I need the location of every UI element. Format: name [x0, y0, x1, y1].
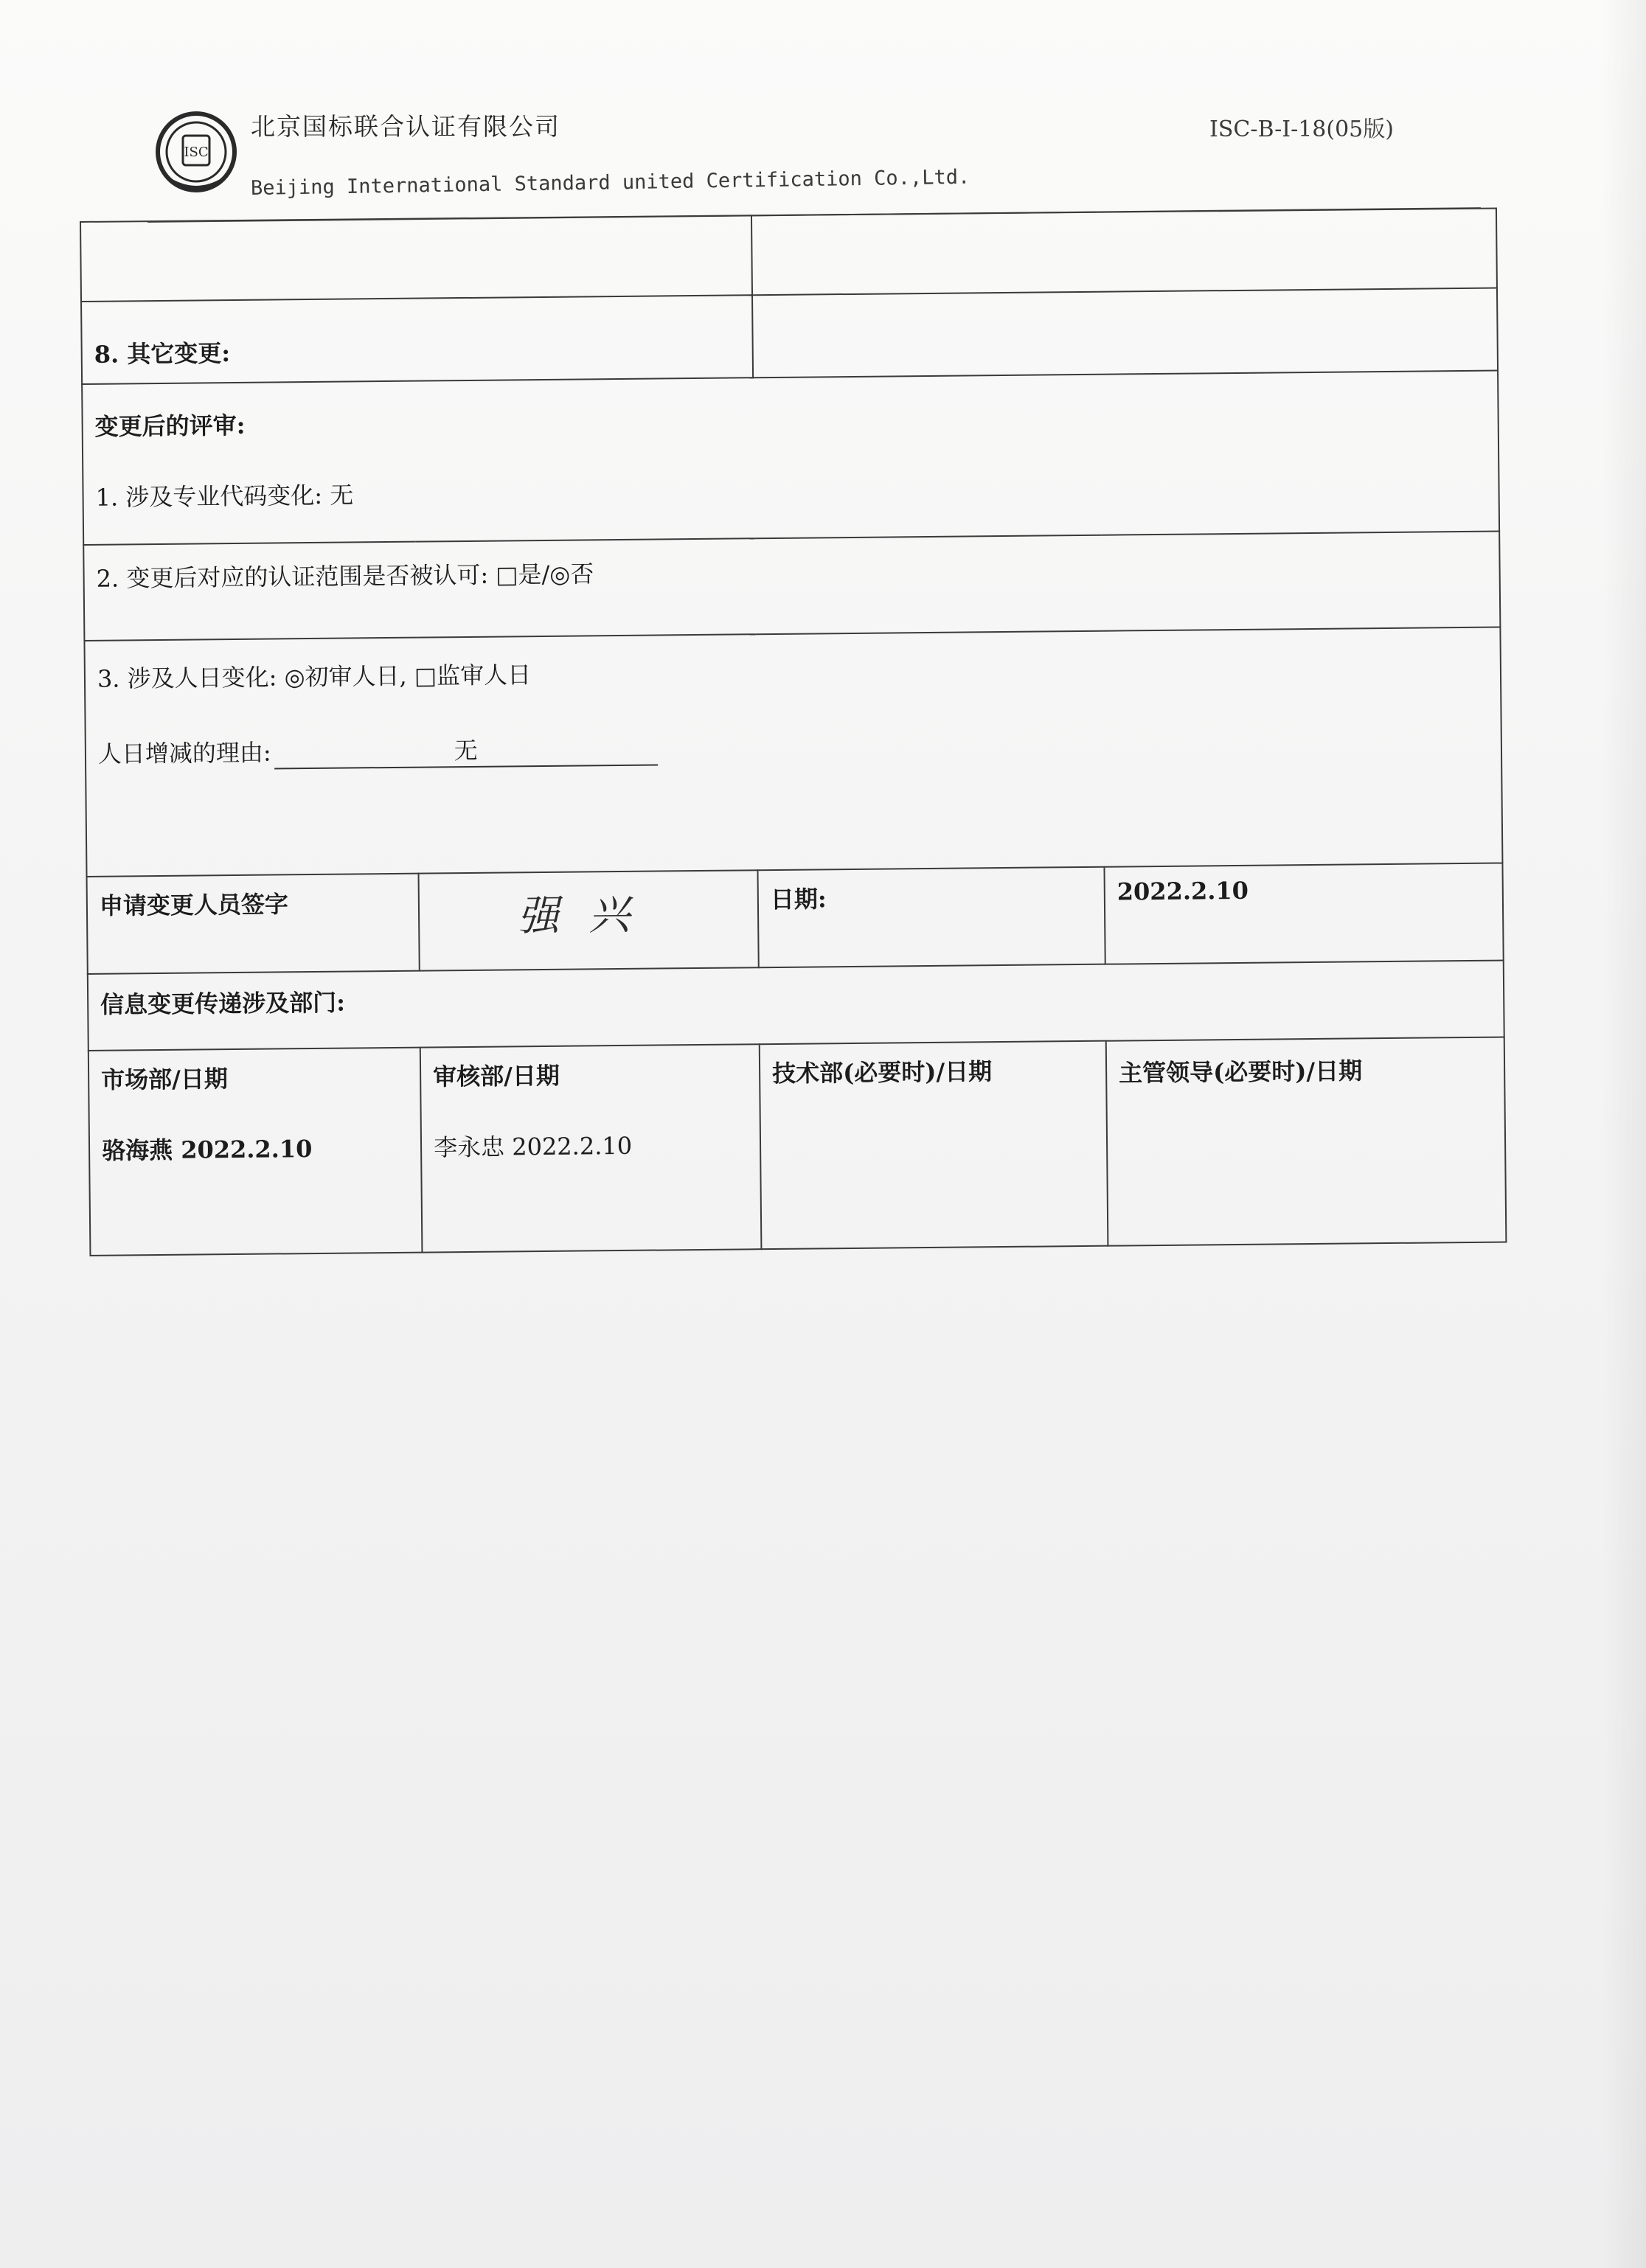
department-label: 市场部/日期 — [100, 1065, 229, 1094]
other-changes-label: 8. 其它变更: — [94, 339, 231, 369]
department-signoff — [773, 1123, 1094, 1126]
review-row — [82, 371, 1499, 545]
other-changes-value-cell — [752, 288, 1498, 378]
department-cell — [1106, 1037, 1507, 1246]
review-item-1: 1. 涉及专业代码变化: 无 — [95, 481, 354, 512]
department-label: 主管领导(必要时)/日期 — [1118, 1057, 1363, 1088]
person-days-row — [84, 627, 1502, 877]
applicant-signature: 强兴 — [517, 891, 660, 941]
info-transfer-cell — [88, 961, 1504, 1051]
info-transfer-label: 信息变更传递涉及部门: — [100, 988, 346, 1019]
review-cell — [82, 371, 1499, 545]
department-signoff: 骆海燕 2022.2.10 — [101, 1135, 313, 1165]
department-label: 审核部/日期 — [432, 1061, 560, 1091]
document-code: ISC-B-I-18(05版) — [1209, 116, 1394, 142]
applicant-sign-label-cell — [87, 874, 420, 974]
other-changes-cell — [81, 295, 753, 384]
other-changes-row — [81, 288, 1498, 384]
departments-row — [88, 1037, 1507, 1256]
department-signoff: 李永忠 2022.2.10 — [433, 1131, 633, 1162]
svg-text:ISC: ISC — [184, 145, 209, 160]
date-value: 2022.2.10 — [1117, 876, 1249, 906]
review-title: 变更后的评审: — [94, 411, 246, 441]
applicant-sign-label: 申请变更人员签字 — [99, 890, 289, 920]
change-form — [80, 208, 1505, 1256]
date-label: 日期: — [770, 885, 827, 914]
applicant-signature-cell — [419, 870, 759, 970]
info-transfer-row — [88, 961, 1504, 1051]
department-cell — [88, 1048, 423, 1256]
company-name-cn: 北京国标联合认证有限公司 — [251, 112, 560, 141]
signature-row — [87, 863, 1504, 974]
date-value-cell — [1104, 863, 1503, 964]
reason-value: 无 — [274, 731, 657, 770]
reason-label: 人日增减的理由: — [97, 738, 271, 768]
review-item-2: 2. 变更后对应的认证范围是否被认可: □是/◎否 — [96, 560, 594, 593]
person-days-cell — [84, 627, 1502, 877]
certification-seal-icon — [155, 111, 237, 196]
blank-cell-right — [751, 209, 1497, 296]
blank-cell-left — [80, 215, 752, 302]
blank-row — [80, 209, 1497, 302]
scope-row — [83, 532, 1500, 641]
date-label-cell — [757, 867, 1105, 968]
department-cell — [760, 1041, 1108, 1249]
scope-cell — [83, 532, 1500, 641]
company-name-en: Beijing International Standard united Certification Co.,Ltd. — [250, 165, 970, 200]
department-label: 技术部(必要时)/日期 — [771, 1057, 993, 1088]
change-form-table — [80, 208, 1507, 1256]
review-item-3: 3. 涉及人日变化: ◎初审人日, □监审人日 — [97, 661, 532, 693]
department-cell — [420, 1044, 762, 1252]
